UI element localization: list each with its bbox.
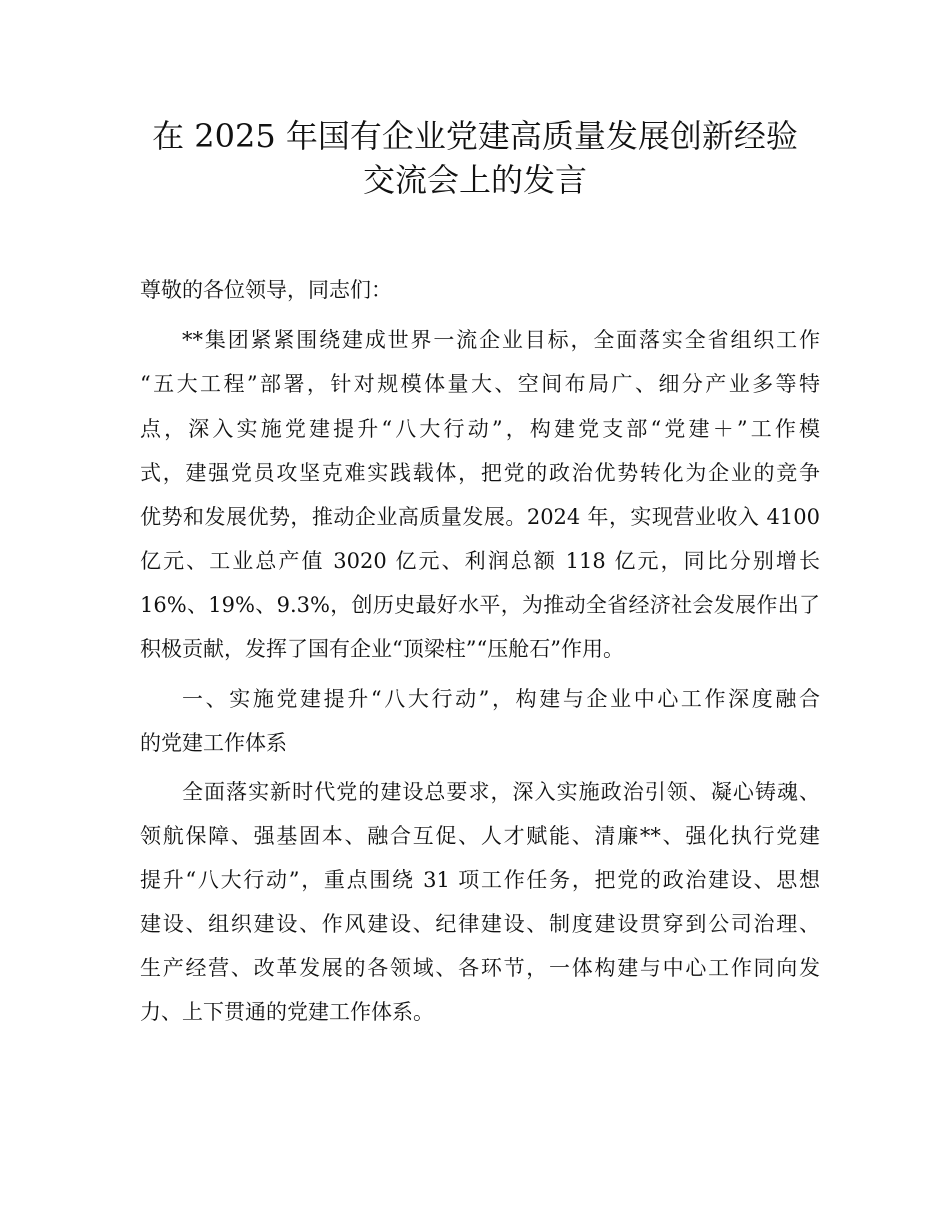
paragraph-3-line-1: 全面落实新时代党的建设总要求，深入实施政治引领、凝心铸魂、 <box>182 780 820 804</box>
paragraph-3-line-4: 建设、组织建设、作风建设、纪律建设、制度建设贯穿到公司治理、 <box>140 912 820 936</box>
paragraph-1-line-7: 16%、19%、9.3%，创历史最好水平，为推动全省经济社会发展作出了 <box>140 593 820 617</box>
document-title-line-1: 在 2025 年国有企业党建高质量发展创新经验 <box>152 117 798 155</box>
paragraph-1-line-5: 优势和发展优势，推动企业高质量发展。2024 年，实现营业收入 4100 <box>140 505 820 529</box>
paragraph-1-line-4: 式，建强党员攻坚克难实践载体，把党的政治优势转化为企业的竞争 <box>140 461 820 485</box>
paragraph-1-line-3: 点，深入实施党建提升“八大行动”，构建党支部“党建＋”工作模 <box>140 417 820 441</box>
paragraph-3-line-3: 提升“八大行动”，重点围绕 31 项工作任务，把党的政治建设、思想 <box>140 868 820 892</box>
paragraph-1-line-8: 积极贡献，发挥了国有企业“顶梁柱”“压舱石”作用。 <box>140 637 624 661</box>
paragraph-1-line-6: 亿元、工业总产值 3020 亿元、利润总额 118 亿元，同比分别增长 <box>140 549 820 573</box>
salutation: 尊敬的各位领导，同志们： <box>140 278 392 302</box>
document-title-line-2: 交流会上的发言 <box>362 161 587 199</box>
paragraph-1-line-1: **集团紧紧围绕建成世界一流企业目标，全面落实全省组织工作 <box>182 328 820 352</box>
section-heading-line-1: 一、实施党建提升“八大行动”，构建与企业中心工作深度融合 <box>182 687 820 711</box>
paragraph-3-line-2: 领航保障、强基固本、融合互促、人才赋能、清廉**、强化执行党建 <box>140 824 820 848</box>
paragraph-1-line-2: “五大工程”部署，针对规模体量大、空间布局广、细分产业多等特 <box>140 372 820 396</box>
paragraph-3-line-5: 生产经营、改革发展的各领域、各环节，一体构建与中心工作同向发 <box>140 956 820 980</box>
paragraph-3-line-6: 力、上下贯通的党建工作体系。 <box>140 1000 434 1024</box>
section-heading-line-2: 的党建工作体系 <box>140 731 287 755</box>
